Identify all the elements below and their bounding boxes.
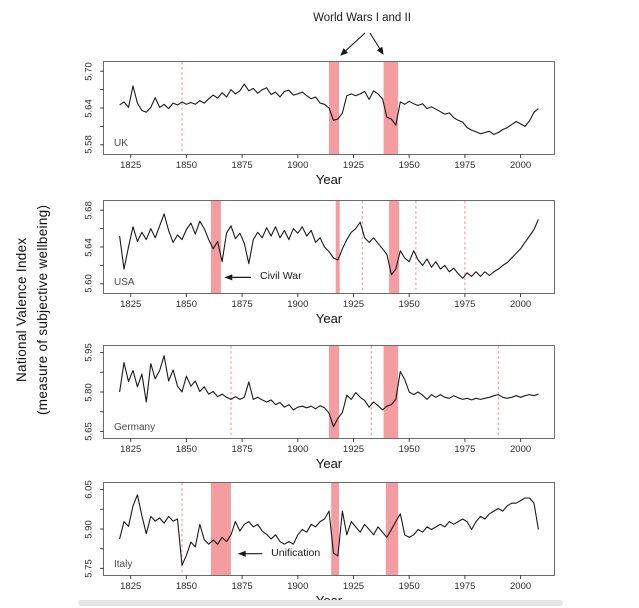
x-tick-label: 1975 bbox=[454, 299, 476, 310]
country-label-italy: Italy bbox=[114, 559, 133, 570]
y-axis-label bbox=[12, 148, 56, 472]
scrollbar-track[interactable] bbox=[78, 600, 563, 606]
y-axis-label-line2: (measure of subjective wellbeing) bbox=[34, 204, 50, 416]
x-tick-label: 1950 bbox=[398, 160, 420, 171]
x-tick-label: 1975 bbox=[454, 581, 476, 592]
x-tick-label: 1850 bbox=[175, 160, 197, 171]
country-label-uk: UK bbox=[114, 138, 128, 149]
x-tick-label: 1850 bbox=[175, 299, 197, 310]
y-tick-label: 5.64 bbox=[83, 98, 95, 118]
y-tick-label: 5.64 bbox=[83, 237, 95, 257]
civil-war-annotation: Civil War bbox=[260, 270, 302, 283]
italy-plot-area bbox=[104, 483, 554, 575]
x-tick-label: 1975 bbox=[454, 444, 476, 455]
x-tick-label: 1825 bbox=[120, 160, 142, 171]
y-tick-label: 5.95 bbox=[83, 343, 95, 362]
x-tick-label: 1875 bbox=[231, 581, 253, 592]
x-tick-label: 1850 bbox=[175, 444, 197, 455]
y-tick-label: 5.65 bbox=[83, 422, 95, 441]
x-tick-label: 1825 bbox=[120, 299, 142, 310]
usa-plot-area bbox=[104, 201, 554, 293]
uk-plot-area bbox=[104, 62, 554, 154]
x-tick-label: 1900 bbox=[287, 581, 309, 592]
x-tick-label: 1875 bbox=[231, 160, 253, 171]
y-tick-label: 5.90 bbox=[83, 519, 95, 539]
x-axis-label-germany: Year bbox=[315, 456, 343, 471]
x-tick-label: 1925 bbox=[342, 581, 365, 592]
y-tick-label: 5.68 bbox=[83, 200, 95, 220]
panel-italy bbox=[83, 480, 555, 592]
y-axis-label-line1: National Valence Index bbox=[14, 237, 29, 383]
country-label-germany: Germany bbox=[114, 422, 156, 433]
x-tick-label: 1950 bbox=[398, 581, 420, 592]
panel-usa bbox=[83, 200, 555, 326]
x-tick-label: 1975 bbox=[454, 160, 476, 171]
y-tick-label: 5.58 bbox=[83, 135, 95, 155]
x-tick-label: 1925 bbox=[342, 160, 365, 171]
y-tick-label: 5.80 bbox=[83, 382, 95, 402]
unification-annotation: Unification bbox=[271, 546, 321, 559]
y-tick-label: 5.75 bbox=[83, 559, 95, 578]
y-tick-label: 5.70 bbox=[83, 61, 95, 81]
x-tick-label: 1875 bbox=[231, 299, 253, 310]
x-tick-label: 2000 bbox=[510, 299, 532, 310]
panel-uk bbox=[83, 61, 555, 187]
x-tick-label: 1925 bbox=[342, 299, 365, 310]
panel-germany bbox=[83, 343, 555, 471]
x-tick-label: 1950 bbox=[398, 299, 420, 310]
y-tick-label: 5.60 bbox=[83, 274, 95, 294]
x-tick-label: 1900 bbox=[287, 444, 309, 455]
x-tick-label: 1900 bbox=[287, 299, 309, 310]
country-label-usa: USA bbox=[114, 277, 135, 288]
x-tick-label: 2000 bbox=[510, 444, 532, 455]
x-tick-label: 1875 bbox=[231, 444, 253, 455]
annotation-arrows-icon bbox=[330, 31, 390, 59]
germany-plot-area bbox=[104, 346, 554, 438]
x-tick-label: 1900 bbox=[287, 160, 309, 171]
x-axis-label-usa: Year bbox=[315, 311, 343, 326]
x-axis-label-uk: Year bbox=[315, 172, 343, 187]
x-tick-label: 2000 bbox=[510, 581, 532, 592]
x-tick-label: 1925 bbox=[342, 444, 365, 455]
x-tick-label: 1950 bbox=[398, 444, 420, 455]
y-tick-label: 6.05 bbox=[83, 480, 95, 499]
x-tick-label: 1825 bbox=[120, 581, 142, 592]
x-tick-label: 1825 bbox=[120, 444, 142, 455]
x-tick-label: 1850 bbox=[175, 581, 197, 592]
world-wars-annotation: World Wars I and II bbox=[313, 12, 411, 24]
x-tick-label: 2000 bbox=[510, 160, 532, 171]
